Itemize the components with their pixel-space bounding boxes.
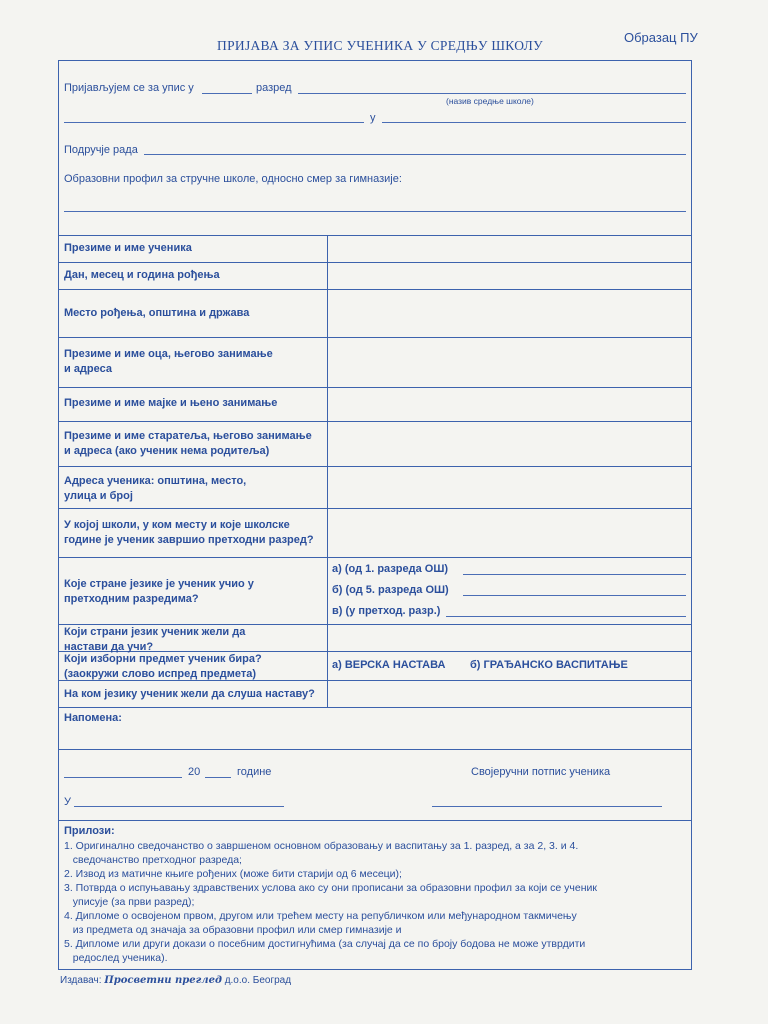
date-field[interactable] [64,777,182,778]
row-label-mother: Презиме и име мајке и њено занимање [64,397,278,409]
attachment-line: из предмета од значаја за образовни профил или смер гимназије и [64,924,402,936]
row-label-birth-place: Место рођења, општина и држава [64,307,250,319]
signature-field[interactable] [432,806,662,807]
birth-place-field[interactable] [328,290,691,336]
school-hint: (назив средње школе) [446,96,534,106]
grade-word: разред [256,82,292,94]
year-prefix: 20 [188,766,201,778]
place-field[interactable] [74,806,284,807]
row-label-father: Презиме и име оца, његово занимање и адреса [64,348,273,375]
row-label-guardian: Презиме и име старатеља, његово занимање и адреса (ако ученик нема родитеља) [64,430,312,457]
apply-prefix: Пријављујем се за упис у [64,82,194,94]
field-of-work-field[interactable] [144,154,686,155]
address-field[interactable] [328,467,691,507]
previous-school-field[interactable] [328,509,691,556]
row-label-languages-learned: Које стране језике је ученик учио у претходним разредима? [64,578,254,605]
attachment-line: уписује (за први разред); [64,896,195,908]
school-place-field[interactable] [64,122,364,123]
page-title: ПРИЈАВА ЗА УПИС УЧЕНИКА У СРЕДЊУ ШКОЛУ [217,38,543,53]
field-of-work-label: Подручје рада [64,144,138,156]
language-option-c: в) (у претход. разр.) [332,605,441,617]
attachments-title: Прилози: [64,825,115,837]
year-field[interactable] [205,777,231,778]
publisher [60,975,291,986]
attachment-line: 2. Извод из матичне књиге рођених (може бити старији од 6 месеци); [64,868,402,880]
signature-label: Својеручни потпис ученика [471,766,611,778]
attachment-line: 3. Потврда о испуњавању здравствених услова ако су они прописани за образовни профил за који се ученик [64,882,597,894]
instruction-language-field[interactable] [328,681,691,706]
school-name-field[interactable] [298,93,686,94]
attachment-line: 4. Дипломе о освојеном првом, другом или трећем месту на републичком или међународном такмичењу [64,910,577,922]
publisher-prefix: Издавач: [60,975,102,986]
municipality-field[interactable] [382,122,686,123]
place-prefix: У [64,796,71,808]
elective-option-religion[interactable]: а) ВЕРСКА НАСТАВА [332,659,446,671]
language-option-b: б) (од 5. разреда ОШ) [332,584,449,596]
student-name-field[interactable] [328,236,691,261]
row-label-address: Адреса ученика: општина, место, улица и број [64,475,247,502]
row-divider [58,820,692,821]
birth-date-field[interactable] [328,263,691,288]
note-field[interactable] [59,726,691,748]
row-label-student-name: Презиме и име ученика [64,242,192,254]
profile-label: Образовни профил за стручне школе, односно смер за гимназије: [64,173,402,185]
year-word: године [237,766,272,778]
language-a-field[interactable] [463,574,686,575]
elective-option-civic[interactable]: б) ГРАЂАНСКО ВАСПИТАЊЕ [470,659,628,671]
language-option-a: а) (од 1. разреда ОШ) [332,563,449,575]
row-label-language-continue: Који страни језик ученик жели да настави да учи? [64,626,246,653]
row-label-instruction-language: На ком језику ученик жели да слуша наставу? [64,688,315,700]
grade-field[interactable] [202,93,252,94]
attachment-line: редослед ученика). [64,952,168,964]
attachment-line: сведочанство претходног разреда; [64,854,242,866]
row-divider [58,557,692,558]
form-code: Образац ПУ [624,30,698,45]
row-divider [58,707,692,708]
mother-field[interactable] [328,388,691,420]
attachment-line: 1. Оригинално сведочанство о завршеном основном образовању и васпитању за 1. разред, а за 2, 3. и 4. [64,840,579,852]
publisher-logo: Просветни преглед [104,975,222,986]
row-divider [58,749,692,750]
attachment-line: 5. Дипломе или други докази о посебним достигнућима (за случај да се по броју бодова не може утврдити [64,938,586,950]
row-label-previous-school: У којој школи, у ком месту и које школске године је ученик завршио претходни разред? [64,519,314,546]
note-label: Напомена: [64,712,122,724]
profile-field[interactable] [64,211,686,212]
row-label-elective: Који изборни предмет ученик бира? (заокружи слово испред предмета) [64,653,262,680]
language-c-field[interactable] [446,616,686,617]
publisher-suffix: д.о.о. Београд [224,975,292,986]
language-continue-field[interactable] [328,625,691,650]
in-word: у [370,112,376,124]
row-label-birth-date: Дан, месец и година рођења [64,269,220,281]
guardian-field[interactable] [328,422,691,465]
language-b-field[interactable] [463,595,686,596]
father-field[interactable] [328,338,691,386]
